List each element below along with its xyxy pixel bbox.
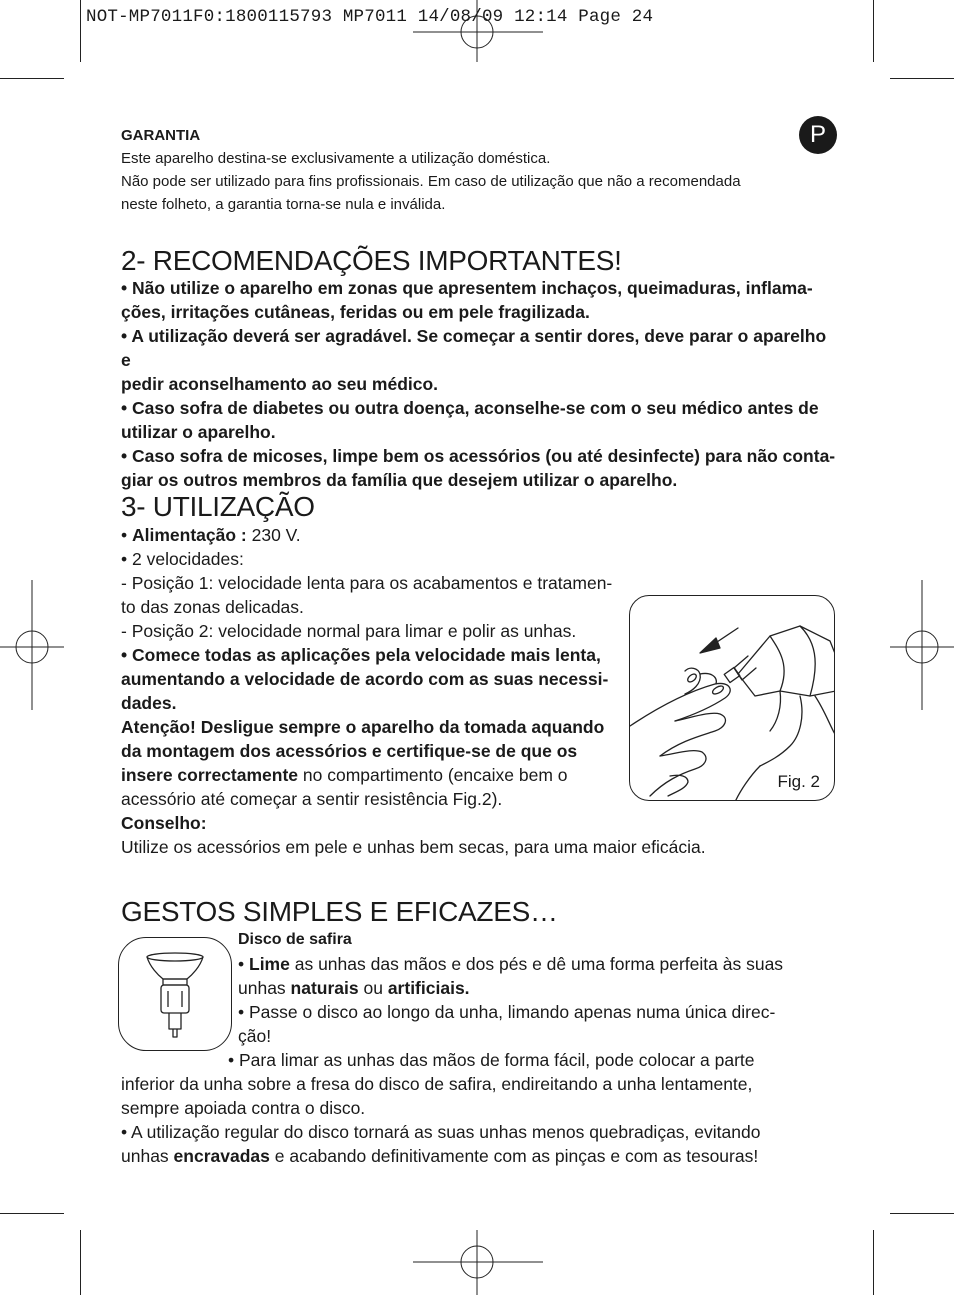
conselho-label: Conselho: xyxy=(121,813,207,833)
recomendacoes-heading: 2- RECOMENDAÇÕES IMPORTANTES! xyxy=(121,245,622,276)
disco-line-2-a: unhas xyxy=(238,978,291,998)
recomendacao-4-line-1: • Caso sofra de micoses, limpe bem os acessórios (ou até desinfecte) para não conta- xyxy=(121,446,836,466)
print-slug: NOT-MP7011F0:1800115793 MP7011 14/08/09 12:14 Page 24 xyxy=(86,7,654,27)
comece-line-2: aumentando a velocidade de acordo com as suas necessi- xyxy=(121,669,609,689)
disco-safira-text xyxy=(238,928,838,1048)
velocidades-line: • 2 velocidades: xyxy=(121,549,244,569)
crop-mark-bottom-right-h xyxy=(890,1213,954,1214)
recomendacao-3-line-2: utilizar o aparelho. xyxy=(121,422,276,442)
garantia-line-1: Este aparelho destina-se exclusivamente a utilização doméstica. xyxy=(121,150,551,167)
recomendacao-2-line-1: • A utilização deverá ser agradável. Se começar a sentir dores, deve parar o aparelho e xyxy=(121,326,827,370)
disco-line-9-a: unhas xyxy=(121,1146,174,1166)
disco-line-1 xyxy=(238,952,838,976)
disco-line-7: sempre apoiada contra o disco. xyxy=(121,1098,366,1118)
recomendacao-3-line-1: • Caso sofra de diabetes ou outra doença, aconselhe-se com o seu médico antes de xyxy=(121,398,819,418)
disco-continued xyxy=(121,1072,836,1168)
gestos-heading: GESTOS SIMPLES E EFICAZES… xyxy=(121,896,558,927)
garantia-line-2: Não pode ser utilizado para fins profissionais. Em caso de utilização que não a recomendada xyxy=(121,173,741,190)
disco-line-2-ou: ou xyxy=(358,978,388,998)
comece-line-3: dades. xyxy=(121,693,177,713)
atencao-line-4: acessório até começar a sentir resistência Fig.2). xyxy=(121,789,503,809)
crop-mark-top-left-h xyxy=(0,78,64,79)
disco-line-1-bullet: • xyxy=(238,954,249,974)
utilizacao-heading: 3- UTILIZAÇÃO xyxy=(121,491,315,522)
disco-line-3: • Passe o disco ao longo da unha, limando apenas numa única direc- xyxy=(238,1002,776,1022)
registration-mark-left xyxy=(0,580,64,710)
conselho-text: Utilize os acessórios em pele e unhas bem secas, para uma maior eficácia. xyxy=(121,837,706,857)
alimentacao-value: 230 V. xyxy=(246,525,301,545)
disco-line-8: • A utilização regular do disco tornará as suas unhas menos quebradiças, evitando xyxy=(121,1122,761,1142)
garantia-line-3: neste folheto, a garantia torna-se nula e inválida. xyxy=(121,196,446,213)
disco-line-2-naturais: naturais xyxy=(290,978,359,998)
recomendacao-2-line-2: pedir aconselhamento ao seu médico. xyxy=(121,374,439,394)
disco-line-9 xyxy=(121,1144,836,1168)
registration-mark-right xyxy=(890,580,954,710)
alimentacao-line xyxy=(121,523,641,547)
crop-mark-top-right-v xyxy=(873,0,874,62)
alimentacao-label: Alimentação : xyxy=(132,525,247,545)
posicao-1-line-2: to das zonas delicadas. xyxy=(121,597,304,617)
atencao-bold: insere correctamente xyxy=(121,765,299,785)
garantia-title: GARANTIA xyxy=(121,127,201,144)
disco-line-9-rest: e acabando definitivamente com as pinças e com as tesouras! xyxy=(269,1146,759,1166)
alimentacao-bullet: • xyxy=(121,525,132,545)
sapphire-disc-icon xyxy=(118,937,232,1051)
recomendacao-4-line-2: giar os outros membros da família que desejem utilizar o aparelho. xyxy=(121,470,678,490)
disco-line-1-bold: Lime xyxy=(249,954,290,974)
disco-line-2-artificiais: artificiais. xyxy=(387,978,470,998)
disco-line-5: • Para limar as unhas das mãos de forma fácil, pode colocar a parte xyxy=(228,1050,755,1070)
crop-mark-top-right-h xyxy=(890,78,954,79)
crop-mark-top-left-v xyxy=(80,0,81,62)
sapphire-disc-figure xyxy=(118,937,232,1051)
recomendacoes-list xyxy=(121,276,836,492)
figure-2-caption: Fig. 2 xyxy=(777,772,820,791)
atencao-line-3 xyxy=(121,763,641,787)
figure-2 xyxy=(629,595,835,801)
registration-mark-top xyxy=(413,0,543,62)
recomendacao-1-line-1: • Não utilize o aparelho em zonas que apresentem inchaços, queimaduras, inflama- xyxy=(121,278,813,298)
disco-safira-title: Disco de safira xyxy=(238,931,352,948)
crop-mark-bottom-left-h xyxy=(0,1213,64,1214)
hand-attaching-accessory-illustration xyxy=(630,596,835,801)
posicao-1-line-1: - Posição 1: velocidade lenta para os acabamentos e tratamen- xyxy=(121,573,613,593)
disco-line-9-encravadas: encravadas xyxy=(173,1146,270,1166)
atencao-line-2: da montagem dos acessórios e certifique-se de que os xyxy=(121,741,578,761)
posicao-2-line: - Posição 2: velocidade normal para limar e polir as unhas. xyxy=(121,621,577,641)
disco-line-4: ção! xyxy=(238,1026,272,1046)
crop-mark-bottom-left-v xyxy=(80,1230,81,1295)
disco-line-1-rest: as unhas das mãos e dos pés e dê uma forma perfeita às suas xyxy=(289,954,784,974)
disco-line-2 xyxy=(238,976,838,1000)
language-badge: P xyxy=(799,116,837,154)
comece-line-1: • Comece todas as aplicações pela velocidade mais lenta, xyxy=(121,645,601,665)
crop-mark-bottom-right-v xyxy=(873,1230,874,1295)
registration-mark-bottom xyxy=(413,1230,543,1295)
atencao-line-1: Atenção! Desligue sempre o aparelho da tomada aquando xyxy=(121,717,605,737)
atencao-rest: no compartimento (encaixe bem o xyxy=(298,765,568,785)
recomendacao-1-line-2: ções, irritações cutâneas, feridas ou em pele fragilizada. xyxy=(121,302,590,322)
garantia-section xyxy=(121,124,836,216)
disco-line-6: inferior da unha sobre a fresa do disco de safira, endireitando a unha lentamente, xyxy=(121,1074,753,1094)
utilizacao-text xyxy=(121,523,641,835)
